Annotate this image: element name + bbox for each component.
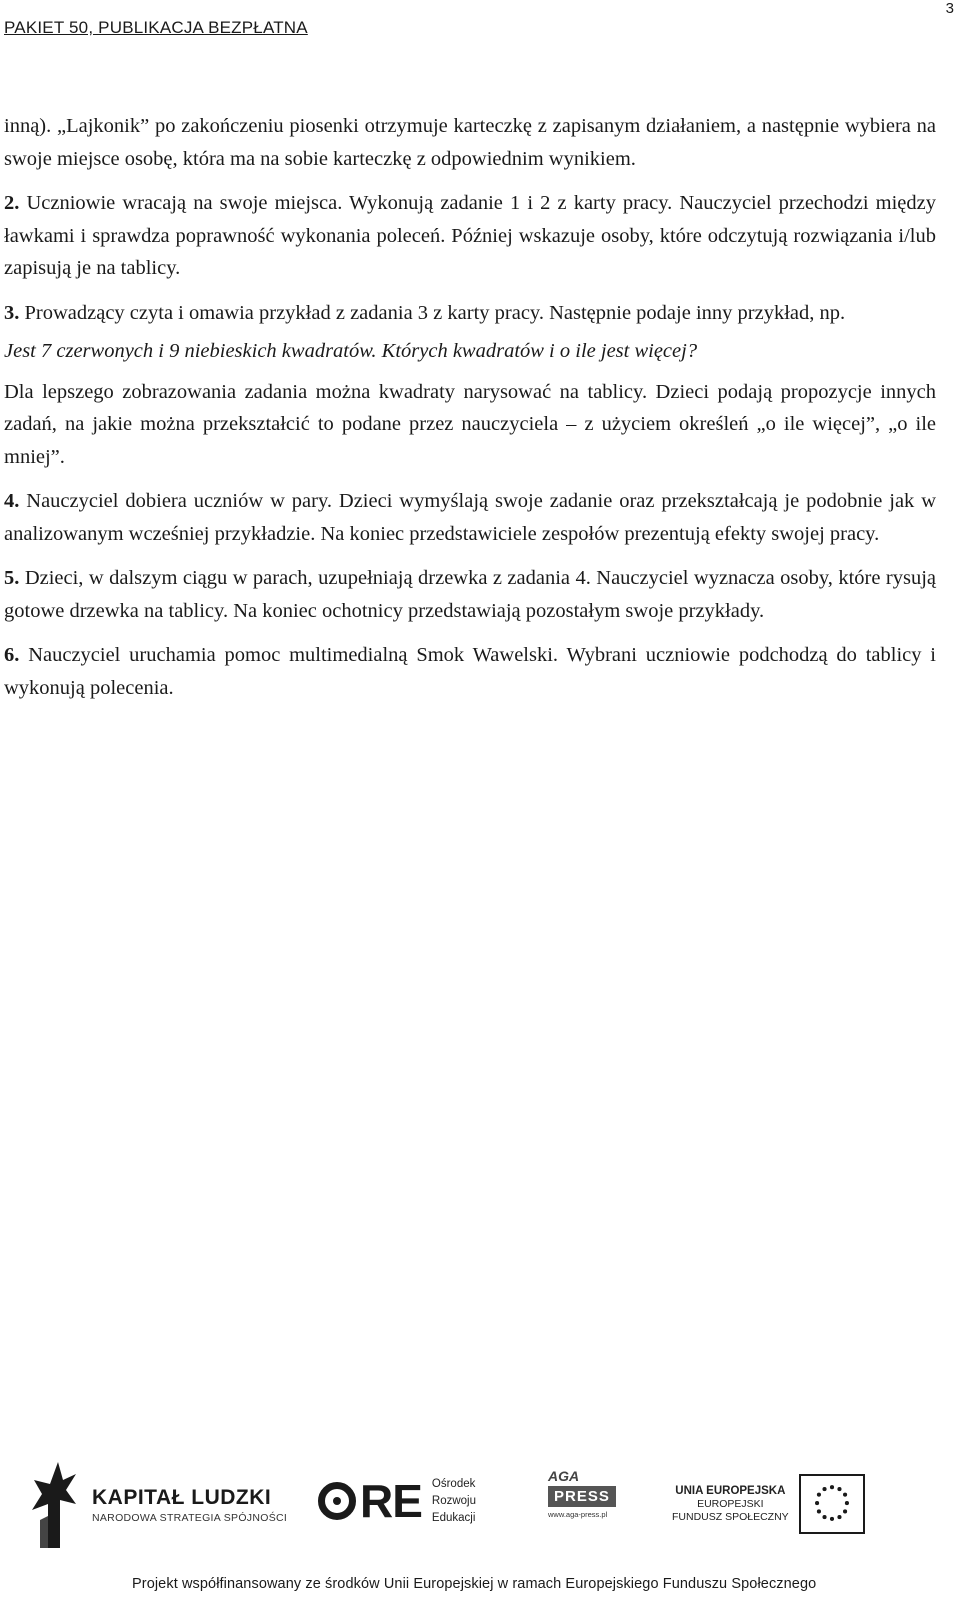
- item-number: 4.: [4, 490, 20, 512]
- item-number: 6.: [4, 644, 20, 666]
- kapital-ludzki-subtitle: NARODOWA STRATEGIA SPÓJNOŚCI: [92, 1512, 288, 1524]
- eu-line: UNIA EUROPEJSKA: [675, 1484, 786, 1497]
- list-item: [4, 562, 936, 627]
- item-text: Uczniowie wracają na swoje miejsca. Wykonują zadanie 1 i 2 z karty pracy. Nauczyciel przechodzi między ławkami i sprawdza poprawność wykonania poleceń. Później wskazuje osoby, które odczytują rozwiązania i/lub zapisują je na tablicy.: [4, 192, 937, 279]
- eu-logo: [672, 1474, 865, 1534]
- item-text: Nauczyciel dobiera uczniów w pary. Dzieci wymyślają swoje zadanie oraz przekształcają je podobnie jak w analizowanym wcześniej przykładzie. Na koniec przedstawiciele zespołów prezentują efekty swojej pracy.: [4, 490, 937, 545]
- header-title: PAKIET 50, PUBLIKACJA BEZPŁATNA: [4, 18, 308, 37]
- item-number: 2.: [4, 192, 20, 214]
- ore-ring-icon: [318, 1482, 356, 1520]
- item-text: Dzieci, w dalszym ciągu w parach, uzupełniają drzewka z zadania 4. Nauczyciel wyznacza osoby, które rysują gotowe drzewka na tablicy. Na koniec ochotnicy przedstawiają pozostałym swoje przykłady.: [4, 567, 936, 622]
- list-item: [4, 639, 936, 704]
- kapital-ludzki-title: KAPITAŁ LUDZKI: [92, 1486, 272, 1509]
- ore-line: Ośrodek: [431, 1477, 476, 1490]
- ore-line: Edukacji: [431, 1511, 476, 1524]
- kapital-ludzki-star-icon: [30, 1460, 78, 1550]
- kapital-ludzki-logo: [30, 1460, 287, 1550]
- example-sentence: Jest 7 czerwonych i 9 niebieskich kwadratów. Których kwadratów i o ile jest więcej?: [4, 340, 698, 362]
- list-item: [4, 485, 936, 550]
- footer-caption: Projekt współfinansowany ze środków Unii Europejskiej w ramach Europejskiego Funduszu Społecznego: [132, 1576, 817, 1592]
- eu-line: FUNDUSZ SPOŁECZNY: [672, 1510, 789, 1523]
- item-text: Prowadzący czyta i omawia przykład z zadania 3 z karty pracy. Następnie podaje inny przykład, np.: [24, 301, 846, 324]
- ore-mark-text: RE: [360, 1475, 422, 1527]
- aga-url: www.aga-press.pl: [548, 1510, 608, 1519]
- aga-press-text: PRESS: [548, 1486, 616, 1507]
- ore-logo: [318, 1474, 476, 1528]
- intro-paragraph: inną). „Lajkonik” po zakończeniu piosenki otrzymuje karteczkę z zapisanym działaniem, a następnie wybiera na swoje miejsce osobę, która ma na sobie karteczkę z odpowiednim wynikiem.: [4, 115, 936, 170]
- aga-press-logo: [548, 1468, 620, 1536]
- item-text: Nauczyciel uruchamia pomoc multimedialną Smok Wawelski. Wybrani uczniowie podchodzą do tablicy i wykonują polecenia.: [4, 644, 937, 699]
- ore-line: Rozwoju: [431, 1494, 477, 1507]
- item-number: 3.: [4, 301, 20, 324]
- page-number: 3: [945, 0, 954, 17]
- aga-top-text: AGA: [548, 1468, 580, 1484]
- paragraph: Dla lepszego zobrazowania zadania można kwadraty narysować na tablicy. Dzieci podają propozycje innych zadań, na jakie można przekształcić to podane przez nauczyciela – z użyciem określeń „o ile więcej”, „o ile mniej”.: [4, 380, 936, 468]
- document-body: [4, 110, 936, 716]
- eu-line: EUROPEJSKI: [697, 1497, 764, 1510]
- list-item: [4, 297, 936, 330]
- list-item: [4, 187, 936, 285]
- footer-logos: [0, 1440, 960, 1609]
- item-number: 5.: [4, 567, 20, 589]
- eu-flag-icon: [799, 1474, 865, 1534]
